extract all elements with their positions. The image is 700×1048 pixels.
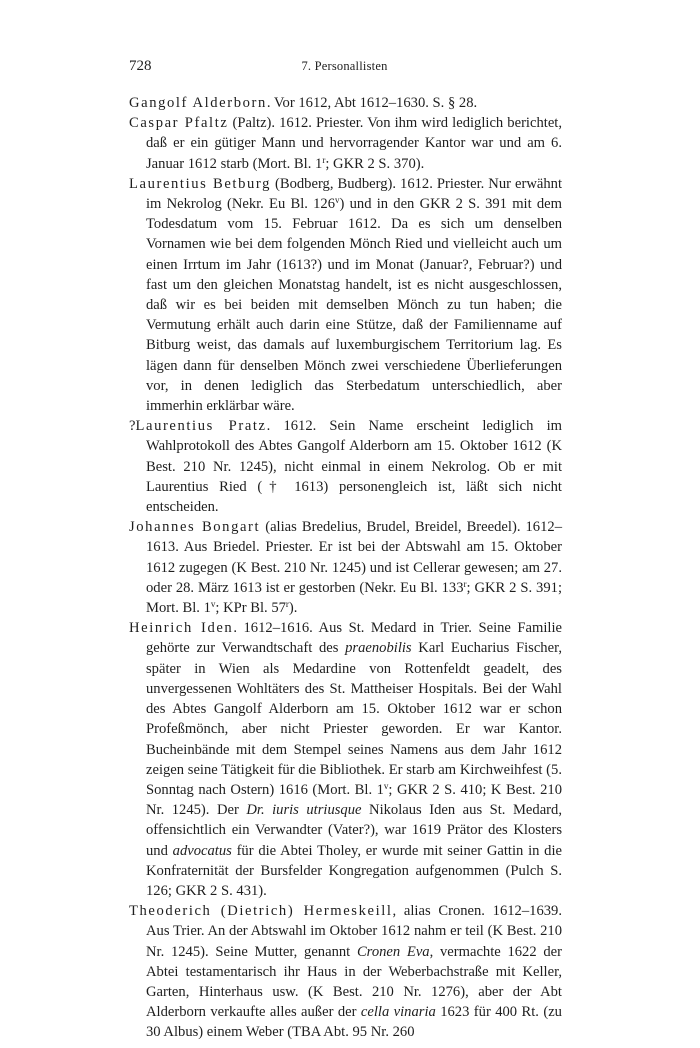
running-title: 7. Personallisten (301, 59, 388, 73)
person-name: Laurentius Betburg (129, 175, 271, 192)
uncertain-marker: ? (129, 418, 136, 435)
entry-johannes-bongart: Johannes Bongart (alias Bredelius, Brudel, Breidel, Breedel). 1612–1613. Aus Briedel. Priester. Er ist bei der Abtswahl am 15. Oktober 1612 zugegen (K Best. 210 Nr. 1245) und ist Cellerar gewesen; am 27. oder 28. März 1613 ist er gestorben (Nekr. Eu Bl. 133$^r$; GKR 2 S. 391; Mort. Bl. 1$^v$; KPr Bl. 57$^r$). (129, 519, 562, 617)
entry-caspar-pfaltz: Caspar Pfaltz (Paltz). 1612. Priester. Von ihm wird lediglich berichtet, daß er ein gütiger Mann und hervorragender Kantor war und am 6. Januar 1612 starb (Mort. Bl. 1$^r$; GKR 2 S. 370). (129, 115, 562, 172)
entry-laurentius-pratz: ?Laurentius Pratz. 1612. Sein Name erscheint lediglich im Wahlprotokoll des Abtes Gangolf Alderborn am 15. Oktober 1612 (K Best. 210 Nr. 1245), nicht einmal in einem Nekrolog. Ob er mit Laurentius Ried († 1613) personengleich ist, läßt sich nicht entscheiden. (129, 418, 562, 516)
person-name: Theoderich (Dietrich) Hermeskeill (129, 903, 393, 920)
person-name: Gangolf Alderborn (129, 95, 267, 111)
entry-heinrich-iden: Heinrich Iden. 1612–1616. Aus St. Medard in Trier. Seine Familie gehörte zur Verwandtschaft des praenobilis Karl Eucharius Fischer, später in Wien als Medardine von Rottenfeldt geadelt, des unvergessenen Wohltäters des St. Mattheiser Hospitals. Bei der Wahl des Abtes Gangolf Alderborn am 15. Oktober 1612 war er schon Profeßmönch, aber nicht Priester geworden. Er war Kantor. Bucheinbände mit dem Stempel seines Namens aus dem Jahr 1612 zeigen seine Tätigkeit für die Bibliothek. Er starb am Kirchweihfest (5. Sonntag nach Ostern) 1616 (Mort. Bl. 1$^v$; GKR 2 S. 410; K Best. 210 Nr. 1245). Der Dr. iuris utriusque Nikolaus Iden aus St. Medard, offensichtlich ein Verwandter (Vater?), war 1619 Prätor des Klosters und advocatus für die Abtei Tholey, er wurde mit seiner Gattin in die Konfraternität der Bursfelder Kongregation aufgenommen (Pulch S. 126; GKR 2 S. 431). (129, 620, 563, 899)
entry-theoderich-hermeskeill: Theoderich (Dietrich) Hermeskeill, alias Cronen. 1612–1639. Aus Trier. An der Abtswahl im Oktober 1612 nahm er teil (K Best. 210 Nr. 1245). Seine Mutter, genannt Cronen Eva, vermachte 1622 der Abtei testamentarisch ihr Haus in der Weberbachstraße mit Keller, Garten, Hinterhaus usw. (K Best. 210 Nr. 1276), aber der Abt Alderborn verkaufte alles außer der cella vinaria 1623 für 400 Rt. (zu 30 Albus) einem Weber (TBA Abt. 95 Nr. 260 (129, 903, 563, 1041)
person-name: Heinrich Iden (129, 620, 234, 637)
entry-gangolf-alderborn: Gangolf Alderborn. Vor 1612, Abt 1612–1630. S. § 28. (129, 95, 478, 111)
person-name: Caspar Pfaltz (129, 115, 229, 132)
personnel-list (129, 93, 562, 1043)
person-name: Laurentius Pratz (135, 418, 267, 435)
page-header (129, 58, 560, 78)
page-number: 728 (129, 58, 152, 74)
person-name: Johannes Bongart (129, 519, 261, 536)
entry-laurentius-betburg: Laurentius Betburg (Bodberg, Budberg). 1612. Priester. Nur erwähnt im Nekrolog (Nekr. Eu Bl. 126$^v$) und in den GKR 2 S. 391 mit dem Todesdatum vom 15. Februar 1612. Da es sich um denselben Vornamen wie bei dem folgenden Mönch Ried und vielleicht auch um einen Irrtum im Jahr (1613?) und im Monat (Januar?, Februar?) und fast um den gleichen Monatstag handelt, ist es nicht ausgeschlossen, daß wir es bei beiden mit demselben Mönch zu tun haben; die Vermutung erhält auch darin eine Stütze, daß der Familienname auf Bitburg weist, das damals auf luxemburgischem Territorium lag. Es lägen dann für denselben Mönch zwei verschiedene Überlieferungen vor, in denen lediglich das Sterbedatum unterschiedlich, aber immerhin erklärbar wäre. (129, 175, 563, 415)
